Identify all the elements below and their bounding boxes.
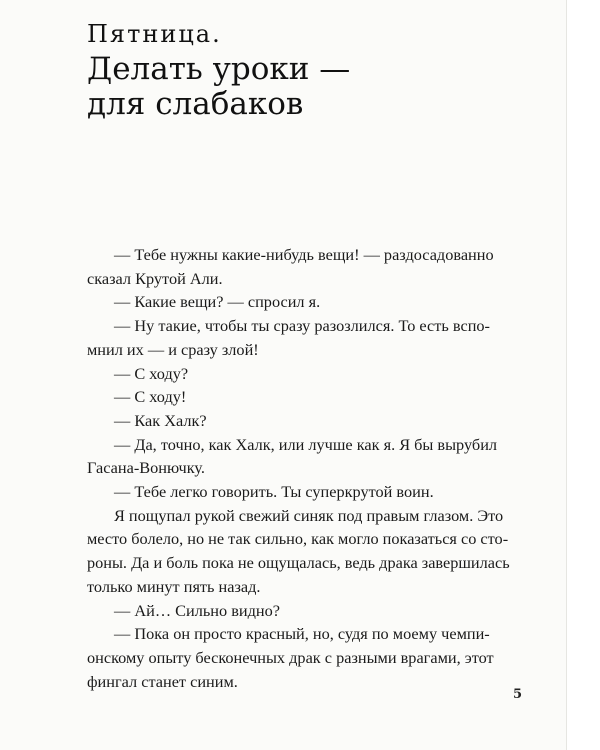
chapter-title-line: Делать уроки — — [87, 51, 351, 87]
paragraph — [87, 243, 527, 290]
text-line: Я пощупал рукой свежий синяк под правым глазом. Это — [114, 505, 504, 525]
page-number: 5 — [513, 687, 523, 702]
text-line: — С ходу? — [114, 363, 189, 383]
text-line: — Тебе нужны какие-нибудь вещи! — раздосадованно — [114, 245, 494, 264]
paragraph — [87, 622, 527, 693]
text-line: — Тебе легко говорить. Ты суперкрутой воин. — [114, 482, 434, 502]
text-line: место болело, но не так сильно, как могло показаться со сто- — [87, 529, 509, 549]
text-line: фингал станет синим. — [87, 671, 238, 691]
text-line: Гасана-Вонючку. — [87, 458, 205, 478]
text-line: — Да, точно, как Халк, или лучше как я. Я бы вырубил — [114, 434, 498, 454]
paragraph — [87, 433, 527, 480]
text-line: — С ходу! — [114, 387, 187, 407]
paragraph — [87, 314, 527, 361]
paragraph — [87, 385, 527, 409]
text-line: — Ну такие, чтобы ты сразу разозлился. То есть вспо- — [114, 316, 490, 336]
paragraph — [87, 409, 527, 433]
paragraph — [87, 290, 527, 314]
paragraph — [87, 362, 527, 386]
chapter-title — [87, 52, 527, 122]
text-line: — Ай… Сильно видно? — [114, 600, 280, 620]
chapter-label: Пятница. — [87, 20, 222, 48]
paragraph — [87, 480, 527, 504]
text-line: роны. Да и боль пока не ощущалась, ведь драка завершилась — [87, 553, 510, 573]
text-line: — Как Халк? — [114, 410, 207, 430]
paragraph — [87, 504, 527, 599]
text-line: мнил их — и сразу злой! — [87, 339, 259, 359]
paragraph — [87, 599, 527, 623]
chapter-title-line: для слабаков — [87, 86, 304, 122]
text-line: — Пока он просто красный, но, судя по моему чемпи- — [114, 624, 490, 644]
text-line: онскому опыту бесконечных драк с разными врагами, этот — [87, 647, 494, 667]
text-line: — Какие вещи? — спросил я. — [114, 292, 321, 312]
body-text — [87, 243, 527, 693]
text-line: сказал Крутой Али. — [87, 268, 223, 288]
text-line: только минут пять назад. — [87, 576, 261, 596]
